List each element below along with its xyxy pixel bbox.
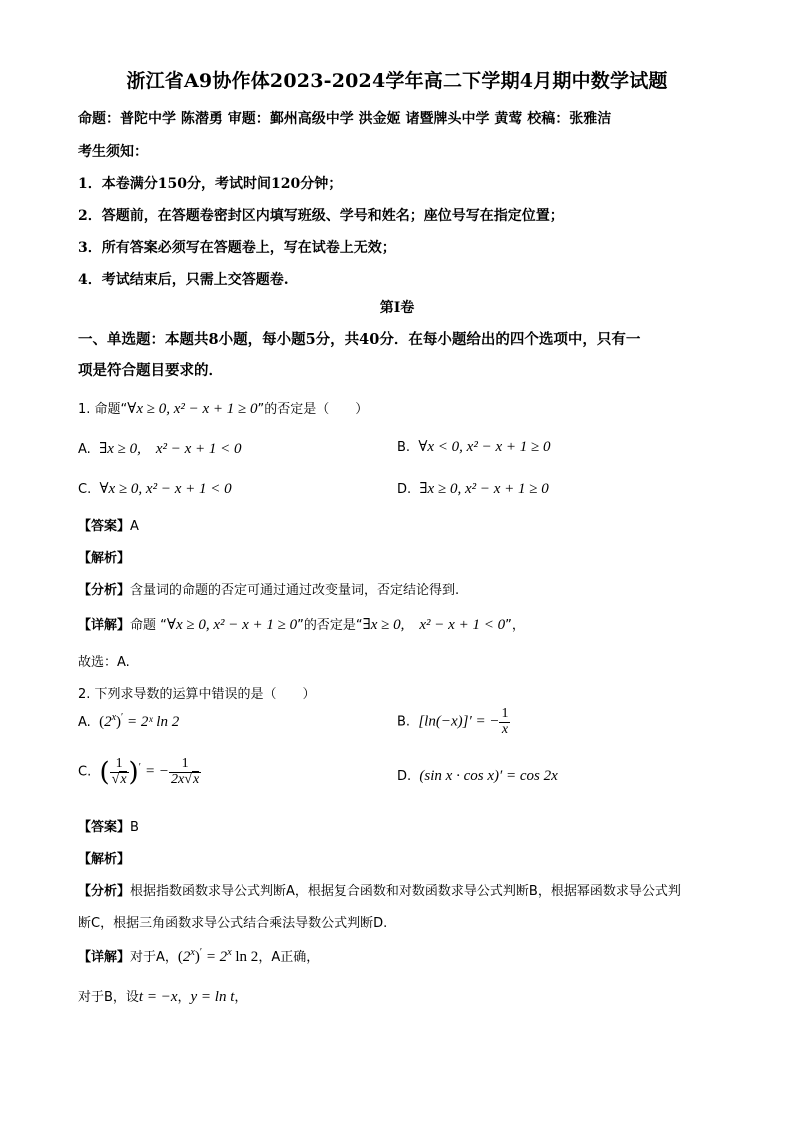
option-math: ∀x ≥ 0, x² − x + 1 < 0 [99, 481, 232, 497]
q1-option-d [397, 479, 549, 498]
detail-text: 命题 “ [130, 618, 167, 633]
detail-math: ∃x ≥ 0, x² − x + 1 < 0 [362, 617, 506, 633]
q1-answer [78, 515, 139, 534]
detail-math: y = ln t [190, 989, 235, 1005]
notice-item: 4．考试结束后，只需上交答题卷. [78, 272, 289, 288]
section-heading-cont: 项是符合题目要求的． [78, 362, 223, 379]
q2-option-a: A. (2$^x$)′ = 2ˣ ln 2 [78, 712, 180, 730]
q1-stem-math: ∀x ≥ 0, x² − x + 1 ≥ 0 [127, 401, 258, 417]
detail-text: ，A正确， [258, 950, 320, 965]
q2-detail-b [78, 986, 247, 1006]
option-math: ∃x ≥ 0, x² − x + 1 ≥ 0 [419, 481, 549, 497]
section-heading: 一、单选题：本题共8小题，每小题5分，共40分．在每小题给出的四个选项中，只有一 [78, 331, 641, 348]
page-title: 浙江省A9协作体2023-2024学年高二下学期4月期中数学试题 [126, 70, 668, 92]
option-label: D. [397, 482, 412, 497]
q2-option-b: B. [ln(−x)]′ = − $\frac{1}{x}$ [397, 706, 509, 737]
q1-option-c [78, 479, 232, 498]
q1-prefix: 1. 命题“ [78, 402, 128, 417]
answer-value: B [130, 820, 139, 835]
detail-text: ， [177, 990, 191, 1005]
option-math: = 2ˣ ln 2 [126, 714, 180, 730]
q2-analysis [78, 880, 681, 899]
q2-analysis-cont: 断C，根据三角函数求导公式结合乘法导数公式判断D. [78, 916, 388, 931]
answer-value: A [130, 519, 139, 534]
answer-tag: 【答案】 [78, 519, 131, 534]
detail-text: ， [234, 990, 248, 1005]
question-1-stem [78, 398, 368, 418]
option-math: [ln(−x)]′ = − [418, 713, 500, 730]
analysis-text: 根据指数函数求导公式判断A，根据复合函数和对数函数求导公式判断B，根据幂函数求导公式判 [130, 884, 681, 899]
q2-detail-a: 【详解】对于A，$(2^x)' = 2^x$ ln 2，A正确， [78, 947, 320, 965]
q1-option-b [397, 437, 550, 456]
authors-line: 命题：普陀中学 陈潜勇 审题：鄞州高级中学 洪金姬 诸暨牌头中学 黄莺 校稿：张雅洁 [78, 111, 612, 127]
notice-item: 2．答题前，在答题卷密封区内填写班级、学号和姓名；座位号写在指定位置； [78, 208, 564, 224]
q2-jiexi-tag: 【解析】 [78, 852, 131, 867]
q1-analysis [78, 579, 459, 598]
option-label: B. [397, 440, 411, 455]
detail-text: ”， [505, 618, 525, 633]
detail-text: ”的否定是“ [297, 618, 363, 633]
q1-choose: 故选：A. [78, 655, 130, 670]
option-math: ∃x ≥ 0, x² − x + 1 < 0 [99, 441, 242, 457]
analysis-tag: 【分析】 [78, 884, 131, 899]
detail-math: ∀x ≥ 0, x² − x + 1 ≥ 0 [166, 617, 298, 633]
option-math: = − [145, 763, 170, 780]
option-label: C. [78, 482, 92, 497]
q1-detail [78, 613, 525, 634]
answer-tag: 【答案】 [78, 820, 131, 835]
notice-item: 1．本卷满分150分，考试时间120分钟； [78, 176, 343, 192]
q2-option-d [397, 768, 558, 785]
option-label: C. [78, 764, 92, 780]
option-math: (sin x · cos x)′ = cos 2x [419, 768, 558, 784]
notice-item: 3．所有答案必须写在答题卷上，写在试卷上无效； [78, 240, 396, 256]
q1-option-a [78, 437, 242, 458]
q1-jiexi-tag: 【解析】 [78, 551, 131, 566]
analysis-tag: 【分析】 [78, 583, 131, 598]
analysis-text: 含量词的命题的否定可通过通过改变量词，否定结论得到. [130, 583, 460, 598]
option-math: ∀x < 0, x² − x + 1 ≥ 0 [418, 439, 551, 455]
question-2-stem: 2. 下列求导数的运算中错误的是（ ） [78, 687, 316, 702]
q2-answer [78, 816, 139, 835]
detail-text: 对于B，设 [78, 990, 139, 1005]
q2-option-c: C. ( $\frac{1}{√x}$ )′ = − $\frac{1}{2x√x}$ [78, 756, 200, 788]
option-label: B. [397, 714, 411, 730]
notice-heading: 考生须知： [78, 144, 148, 160]
detail-tag: 【详解】 [78, 618, 131, 633]
q1-suffix: ”的否定是（ ） [257, 402, 369, 417]
option-label: A. [78, 715, 91, 730]
detail-text: 对于A， [130, 950, 178, 965]
option-label: D. [397, 769, 412, 784]
detail-math: t = −x [138, 989, 178, 1005]
option-label: A. [78, 442, 91, 457]
detail-tag: 【详解】 [78, 950, 131, 965]
volume-title: 第Ⅰ卷 [379, 300, 415, 316]
